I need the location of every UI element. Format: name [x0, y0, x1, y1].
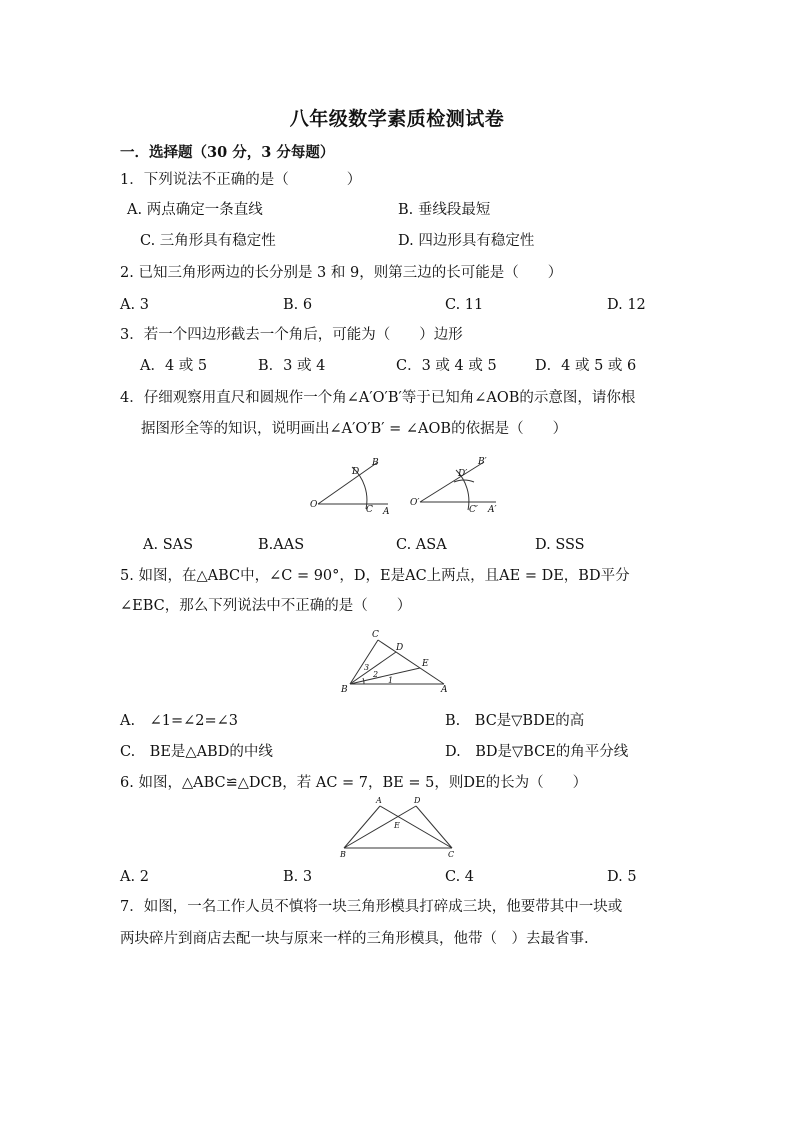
q6-label-c: C [448, 850, 455, 859]
q5-option-d: D. BD是▽BCE的角平分线 [445, 744, 629, 760]
q4-label-c2: C′ [469, 505, 478, 515]
q3-option-a: A．4 或 5 [140, 358, 208, 374]
q4-label-d: D [352, 467, 360, 477]
q4-ray-ob [318, 462, 378, 504]
q4-option-c: C. ASA [396, 537, 447, 553]
q4-option-b: B.AAS [258, 537, 305, 553]
q6-option-c: C. 4 [445, 869, 475, 885]
q3-option-d: D．4 或 5 或 6 [535, 358, 637, 374]
q6-side-ba [344, 806, 380, 848]
q4-label-b2: B′ [478, 457, 487, 467]
q5-figure [340, 628, 456, 698]
q5-label-2: 2 [373, 670, 379, 679]
q4-option-d: D. SSS [535, 537, 585, 553]
q6-label-d: D [414, 796, 421, 805]
q5-label-c: C [372, 630, 379, 640]
q2-option-d: D. 12 [607, 297, 646, 313]
q4-ray-o2b2 [420, 462, 484, 502]
q2-stem: 2. 已知三角形两边的长分别是 3 和 9，则第三边的长可能是（ ） [120, 265, 563, 281]
q1-option-a: A. 两点确定一条直线 [127, 202, 263, 218]
q4-label-a: A [383, 507, 390, 517]
q3-option-c: C．3 或 4 或 5 [396, 358, 497, 374]
section-heading: 一．选择题（30 分，3 分每题） [120, 144, 335, 161]
q5-label-1: 1 [388, 676, 394, 685]
q5-label-b: B [341, 685, 348, 695]
q1-option-c: C. 三角形具有稳定性 [140, 233, 276, 249]
q2-option-a: A. 3 [120, 297, 149, 313]
q1-option-b: B. 垂线段最短 [398, 202, 491, 218]
q5-segment-be [350, 668, 420, 684]
q7-stem-line1: 7．如图，一名工作人员不慎将一块三角形模具打碎成三块，他要带其中一块或 [120, 899, 623, 915]
q4-label-o: O [310, 500, 318, 510]
q4-stem-line1: 4．仔细观察用直尺和圆规作一个角∠A′O′B′等于已知角∠AOB的示意图，请你根 [120, 390, 636, 406]
q6-label-e: E [394, 821, 400, 830]
q4-label-o2: O′ [410, 498, 420, 508]
q2-option-b: B. 6 [283, 297, 313, 313]
q5-option-b: B. BC是▽BDE的高 [445, 713, 585, 729]
q5-label-3: 3 [364, 663, 370, 672]
q4-label-a2: A′ [488, 505, 497, 515]
q5-stem-line2: ∠EBC，那么下列说法中不正确的是（ ） [120, 598, 412, 614]
q7-stem-line2: 两块碎片到商店去配一块与原来一样的三角形模具，他带（ ）去最省事. [120, 931, 589, 947]
q6-option-a: A. 2 [120, 869, 149, 885]
q5-label-d: D [396, 643, 404, 653]
q6-stem: 6. 如图，△ABC≌△DCB，若 AC = 7，BE = 5，则DE的长为（ ） [120, 775, 588, 791]
q1-option-d: D. 四边形具有稳定性 [398, 233, 535, 249]
q6-figure [334, 794, 464, 860]
q6-label-a: A [376, 796, 382, 805]
q6-side-bd [344, 806, 416, 848]
q6-side-dc [416, 806, 452, 848]
q2-option-c: C. 11 [445, 297, 484, 313]
q5-stem-line1: 5. 如图，在△ABC中，∠C = 90°，D，E是AC上两点，且AE = DE，BD平分 [120, 568, 630, 584]
q4-figure [306, 452, 506, 518]
q4-stem-line2: 据图形全等的知识，说明画出∠A′O′B′ = ∠AOB的依据是（ ） [141, 421, 568, 437]
q5-label-a: A [441, 685, 448, 695]
q5-label-e: E [422, 659, 429, 669]
q6-side-ac [380, 806, 452, 848]
q4-option-a: A. SAS [143, 537, 194, 553]
q6-label-b: B [340, 850, 346, 859]
q4-label-b: B [372, 458, 379, 468]
q6-option-d: D. 5 [607, 869, 637, 885]
page-title: 八年级数学素质检测试卷 [289, 108, 505, 130]
q4-label-d2: D′ [458, 469, 468, 479]
q5-option-c: C. BE是△ABD的中线 [120, 744, 273, 760]
q3-stem: 3．若一个四边形截去一个角后，可能为（ ）边形 [120, 327, 463, 343]
q1-stem: 1．下列说法不正确的是（ ） [120, 172, 362, 188]
q4-label-c: C [366, 505, 373, 515]
q5-option-a: A. ∠1=∠2=∠3 [120, 713, 239, 729]
q6-option-b: B. 3 [283, 869, 313, 885]
q3-option-b: B．3 或 4 [258, 358, 326, 374]
